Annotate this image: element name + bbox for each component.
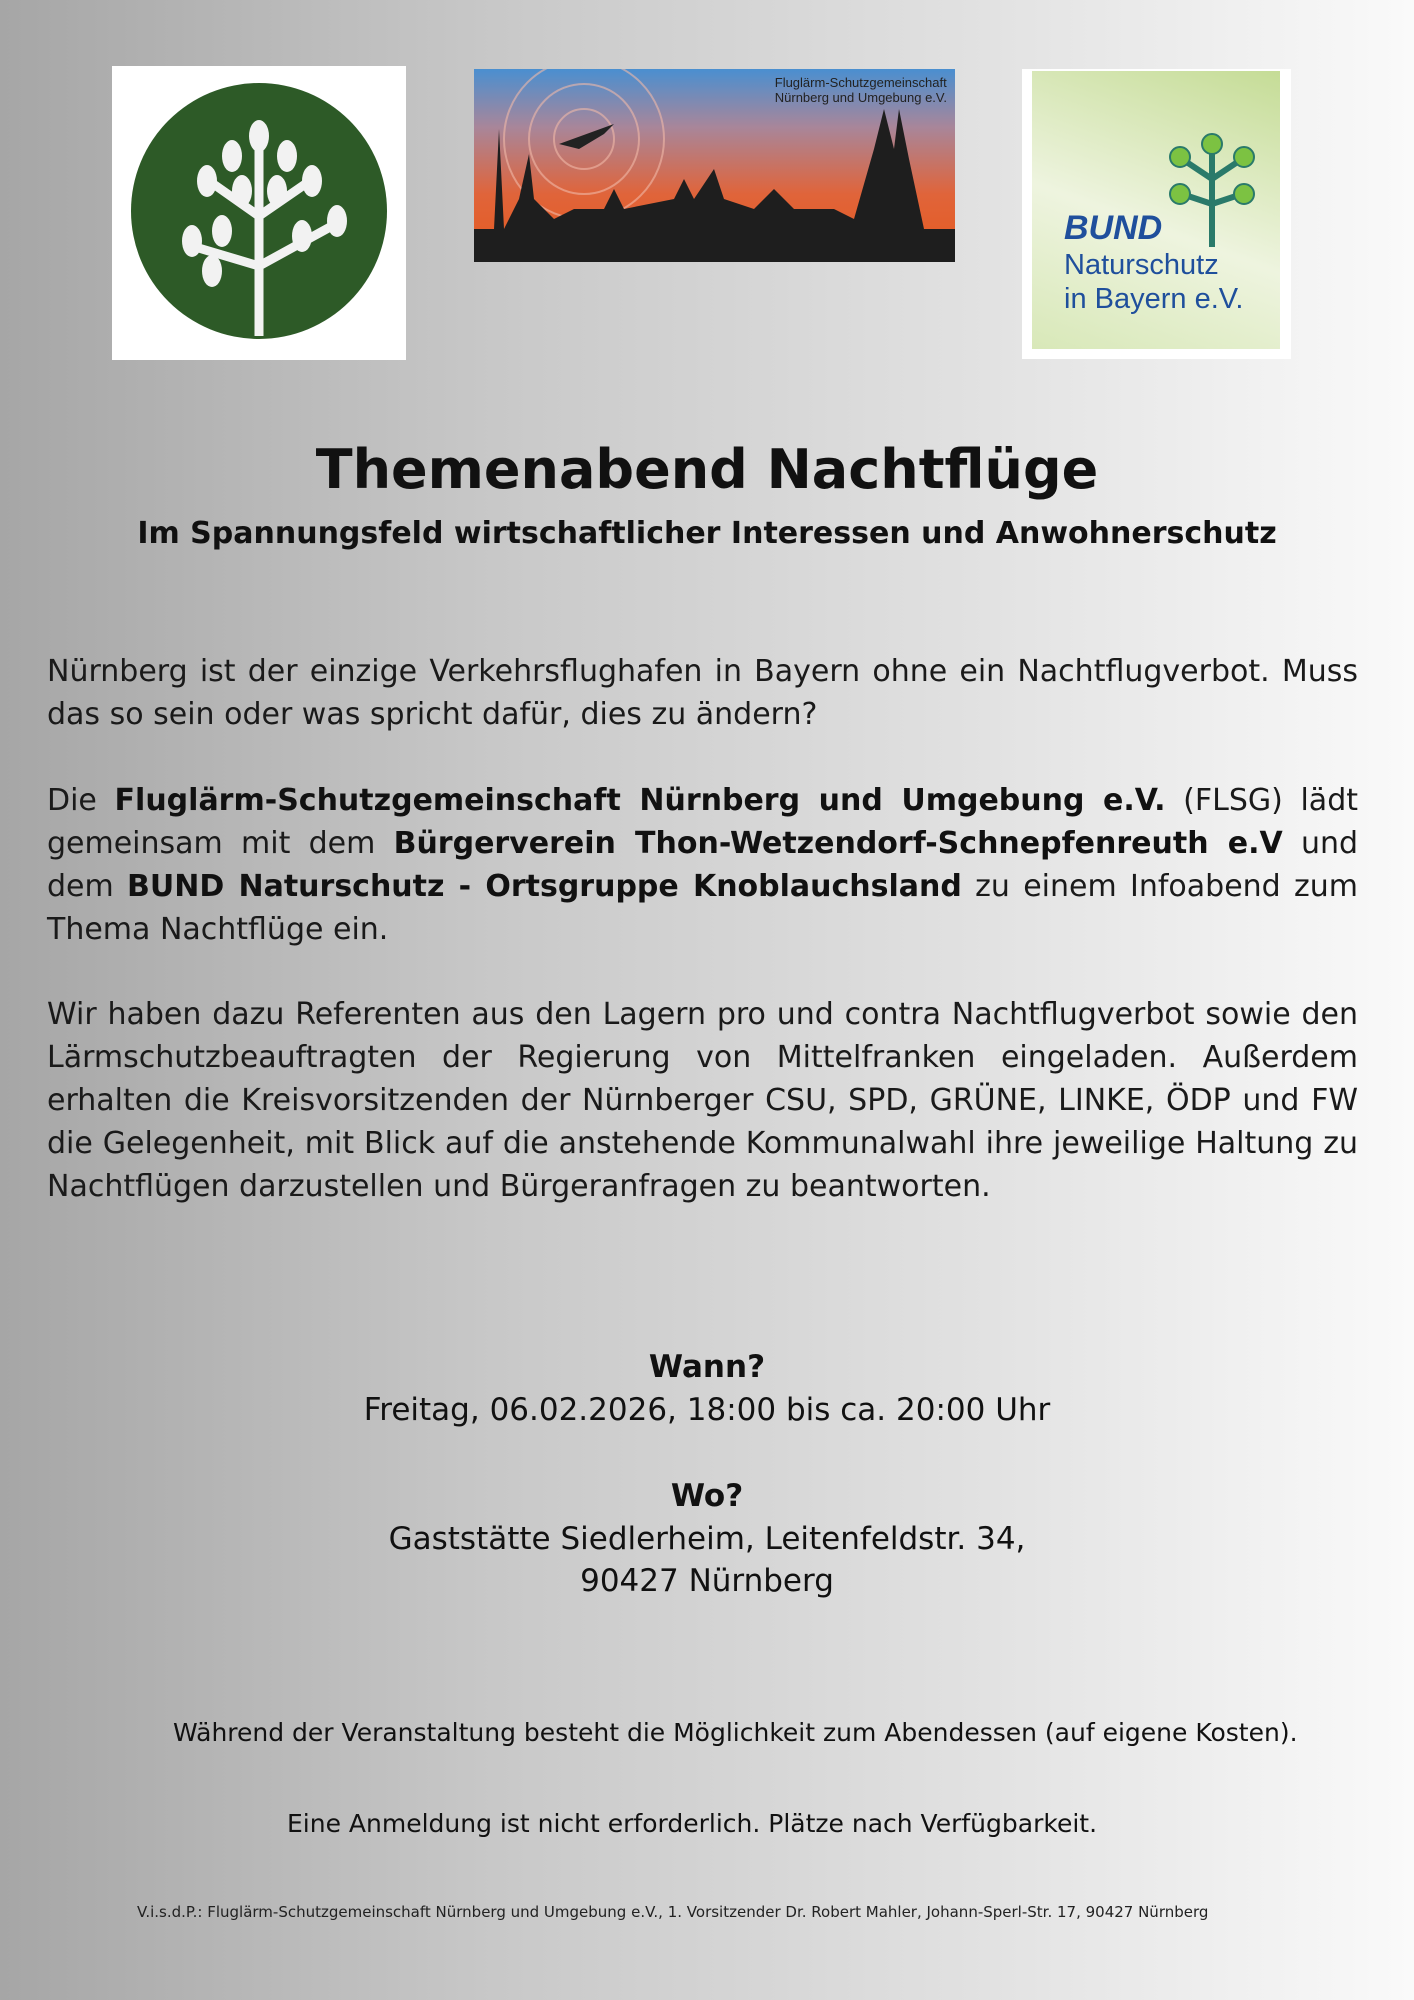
- flsg-logo-line2: Nürnberg und Umgebung e.V.: [774, 90, 947, 105]
- intro-paragraph: Nürnberg ist der einzige Verkehrsflughafen in Bayern ohne ein Nachtflugverbot. Muss das so sein oder was spricht dafür, dies zu ändern?: [47, 654, 1358, 732]
- bund-logo-line2: Naturschutz: [1064, 249, 1219, 281]
- when-value: Freitag, 06.02.2026, 18:00 bis ca. 20:00 Uhr: [363, 1392, 1051, 1428]
- when-label: Wann?: [648, 1349, 766, 1385]
- speakers-paragraph: Wir haben dazu Referenten aus den Lagern pro und contra Nachtflugverbot sowie den Lärmschutzbeauftragten der Regierung von Mittelfranken eingeladen. Außerdem erhalten die Kreisvorsitzenden der Nürnberger CSU, SPD, GRÜNE, LINKE, ÖDP und FW die Gelegenheit, mit Blick auf die anstehende Kommunalwahl ihre jeweilige Haltung zu Nachtflügen darzustellen und Bürgeranfragen zu beantworten.: [47, 997, 1358, 1204]
- page-title: Themenabend Nachtflüge: [315, 438, 1099, 501]
- org-bund: BUND Naturschutz - Ortsgruppe Knoblauchsland: [127, 869, 962, 904]
- where-label: Wo?: [670, 1478, 744, 1514]
- where-line2: 90427 Nürnberg: [580, 1563, 834, 1599]
- text: zu einem Infoabend zum Thema Nachtflüge ein.: [47, 869, 1358, 947]
- bund-logo-line3: in Bayern e.V.: [1064, 283, 1244, 315]
- org-flsg: Fluglärm-Schutzgemeinschaft Nürnberg und Umgebung e.V.: [114, 783, 1166, 818]
- bund-logo-line1: BUND: [1064, 209, 1163, 247]
- imprint: V.i.s.d.P.: Fluglärm-Schutzgemeinschaft Nürnberg und Umgebung e.V., 1. Vorsitzender Dr. Robert Mahler, Johann-Sperl-Str. 17, 90427 Nürnberg: [137, 1903, 1209, 1921]
- registration-note: Eine Anmeldung ist nicht erforderlich. Plätze nach Verfügbarkeit.: [287, 1809, 1098, 1838]
- text: und dem: [47, 826, 1359, 904]
- org-buergerverein: Bürgerverein Thon-Wetzendorf-Schnepfenreuth e.V: [393, 826, 1283, 861]
- dinner-note: Während der Veranstaltung besteht die Möglichkeit zum Abendessen (auf eigene Kosten).: [173, 1718, 1298, 1747]
- flsg-logo-text: [775, 75, 947, 105]
- text: Die: [47, 783, 115, 818]
- where-line1: Gaststätte Siedlerheim, Leitenfeldstr. 34,: [388, 1521, 1026, 1557]
- flsg-logo-line1: Fluglärm-Schutzgemeinschaft: [774, 75, 947, 90]
- organizers-paragraph: [47, 779, 1358, 951]
- flsg-logo: [474, 69, 955, 262]
- bund-logo: [1022, 69, 1291, 359]
- buergerverein-logo: [112, 66, 406, 360]
- text: (FLSG) lädt gemeinsam mit dem: [47, 783, 1358, 861]
- page-subtitle: Im Spannungsfeld wirtschaftlicher Interessen und Anwohnerschutz: [137, 516, 1277, 551]
